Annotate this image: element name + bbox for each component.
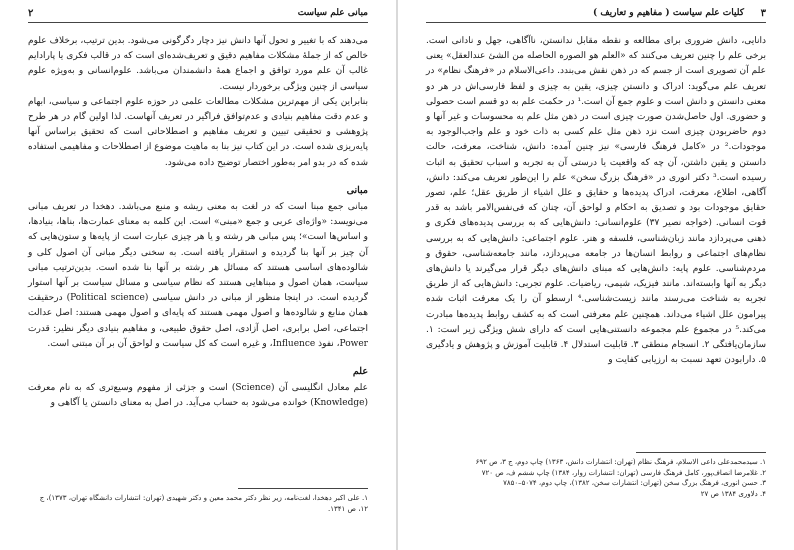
running-title: مبانی علم سیاست (297, 8, 368, 18)
left-page-header (28, 8, 368, 22)
paragraph: دانایی، دانش ضروری برای مطالعه و نقطه مقابل ندانستن، ناآگاهی، جهل و نادانی است. برخی علم را چنین تعریف می‌کنند که «العلم هو الصوره الحاصله من الشئ عندالعقل» یعنی علم آن تصویری است از جسم که در ذهن نقش می‌بندد. داعی‌الاسلام در «فرهنگ نظام» در تعریف علم می‌گوید: ادراک و دانستن چیزی، یقین به چیزی و لفظ فارسی‌اش در هر دو معنی دانستن و دانش است و علوم جمع آن است.¹ در حکمت علم به دو قسم است حصولی و حضوری. اول حاصل‌شدن صورت چیزی است در ذهن مثل علم به محسوسات و غیر آنها و دوم حاضربودن چیزی است نزد ذهن مثل علم کسی به ذات خود و علم واجب‌الوجود به موجودات.² در «کامل فرهنگ فارسی» نیز چنین آمده: دانش، شناخت، معرفت، حالت دانستن و یقین داشتن، آن چه که واقعیت یا درستی آن به تجربه و اسباب تحقیق به اثبات رسیده است.³ دکتر انوری در «فرهنگ بزرگ سخن» علم را این‌طور تعریف می‌کند: دانش، آگاهی، اطلاع، معرفت، ادراک پدیده‌ها و حقایق و علل اشیاء از طریق عقل؛ علم، تصور حقایق موجودات بود و تصدیق به احکام و لواحق آن، چنان که فی‌نفس‌الامر باشد به قدر قوت انسانی. (خواجه نصیر ۳۷) علوم‌انسانی: دانش‌هایی که به بررسی پدیده‌های فکری و ذهنی می‌پردازد مانند زبان‌شناسی، فلسفه و هنر. علوم اجتماعی: دانش‌هایی که به بررسی نظام‌های اجتماعی و روابط انسان‌ها در جامعه می‌پردازد، مانند جامعه‌شناسی، حقوق و مردم‌شناسی. علوم پایه: دانش‌هایی که مبنای دانش‌های دیگر قرار می‌گیرند یا دانش‌های دیگر به آنها وابسته‌اند. مانند فیزیک، شیمی، ریاضیات. علوم تجربی: دانش‌هایی که از طریق تجربه به شناخت می‌رسند مانند زیست‌شناسی.⁴ ارسطو آن را یک معرفت اثبات شده پیرامون علل اشیاء می‌داند. همچنین علم معرفتی است که به کشف روابط پدیده‌ها مبادرت می‌کند.⁵ در مجموع علم مجموعه دانستنی‌هایی است که دارای شش ویژگی زیر است: ۱. سازمان‌یافتگی ۲. انسجام منطقی ۳. قابلیت استدلال ۴. قابلیت آموزش و پژوهش و یادگیری ۵. دارابودن تعهد نسبت به ارزیابی کفایت و (426, 36, 767, 366)
paragraph: مبانی جمع مبنا است که در لغت به معنی ریشه و منبع می‌باشد. دهخدا در تعریف مبانی می‌نویسد: «واژه‌ای عربی و جمع «مبنی» است. این کلمه به معنای عمارت‌ها، بناها، بنیادها، و اساس‌ها است»؛ پس مبانی هر رشته و یا هر چیزی عبارت است از پایه‌ها و ستون‌هایی که آن چیز بر آنها بنا گردیده و استقرار یافته است. به سخنی دیگر مبانی آن اصول کلی و شالوده‌های اساسی هستند که مسائل هر رشته بر آنها بنا شده است. بدین‌ترتیب مبانی سیاست، همان اصول و مبناهایی هستند که نظام سیاسی و مسائل سیاست بر آنها استوار گردیده است. در اینجا منظور از مبانی در دانش سیاسی (Political science) درحقیقت همان منابع و شالوده‌ها و اصول مهمی هستند که پایه‌ای و اصول مهمی هستند: اصل عدالت اجتماعی، اصل برابری، اصل آزادی، اصل حقوق طبیعی، و مفاهیم بنیادی دیگر نظیر: قدرت Power، نفوذ Influence، و غیره است که کل سیاست و لواحق آن بر آن مبتنی است. (28, 202, 368, 349)
running-title: کلیات علم سیاست ( مفاهیم و تعاریف ) (592, 8, 744, 18)
page-number: ۲ (28, 8, 34, 19)
footnote: ۲. غلامرضا انصاف‌پور، کامل فرهنگ فارسی (تهران: انتشارات زوار، ۱۳۸۴) چاپ ششم ف، ص ۷۲۰ (481, 468, 766, 477)
page-number: ۳ (760, 8, 766, 19)
right-page-header (426, 8, 766, 22)
left-page-body (28, 34, 368, 412)
paragraph: می‌دهند که با تغییر و تحول آنها دانش نیز دچار دگرگونی می‌شود. بدین ترتیب، برخلاف علوم خالص که از جملهٔ مشکلات مفاهیم دقیق و تعریف‌شده‌ای است که در قالب فکری یا پارادایم غالب آن علم مورد توافق و اجماع همهٔ دانشمندان می‌باشد. علوم‌انسانی و به‌ویژه علوم سیاسی از چنین ویژگی برخوردار نیست. (28, 36, 368, 92)
right-page-body (426, 34, 766, 368)
section-heading: مبانی (346, 184, 368, 196)
footnote: ۴. دلاوری ۱۳۸۴ ص ۲۷ (700, 489, 766, 498)
footnote-rule (238, 488, 368, 489)
left-page (0, 0, 396, 550)
footnote-rule (636, 452, 766, 453)
header-rule (28, 22, 368, 23)
right-page (398, 0, 794, 550)
footnotes (28, 493, 368, 514)
header-rule (426, 22, 766, 23)
paragraph: علم معادل انگلیسی آن (Science) است و جزئی از مفهوم وسیع‌تری که به نام معرفت (Knowledge) خوانده می‌شود به حساب می‌آید. در اصل به معنای دانستن یا آگاهی و (28, 383, 368, 409)
section-heading: علم (352, 366, 368, 378)
paragraph: بنابراین یکی از مهم‌ترین مشکلات مطالعات علمی در حوزه علوم اجتماعی و سیاسی، ابهام و عدم دقت مفاهیم بنیادی و عدم‌توافق فراگیر در تعریف آنهاست. لذا اولین گام در هر طرح پژوهشی و تحقیقی تبیین و تعریف مفاهیم و اصطلاحاتی است که تحقیق براساس آنها پایه‌ریزی شده است. در این کتاب نیز بنا به ماهیت موضوع از اصطلاحات و مفاهیمی استفاده شده که در بدو امر به‌طور اختصار توضیح داده می‌شود. (28, 96, 368, 168)
footnote: ۱. علی اکبر دهخدا، لغت‌نامه، زیر نظر دکتر محمد معین و دکتر شهیدی (تهران: انتشارات دانشگاه تهران، ۱۳۷۳)، ج ۱۲، ص ۱۳۴۱. (39, 494, 368, 513)
footnote: ۱. سیدمحمدعلی داعی الاسلام، فرهنگ نظام (تهران: انتشارات دانش، ۱۳۶۳) چاپ دوم، ج ۳، ص ۶۹۲ (475, 458, 766, 466)
footnote: ۳. حسن انوری، فرهنگ بزرگ سخن (تهران: انتشارات سخن، ۱۳۸۲)، چاپ دوم، ۵۰۷۴–۷۸۵۰ (503, 479, 766, 487)
footnotes (426, 457, 766, 499)
